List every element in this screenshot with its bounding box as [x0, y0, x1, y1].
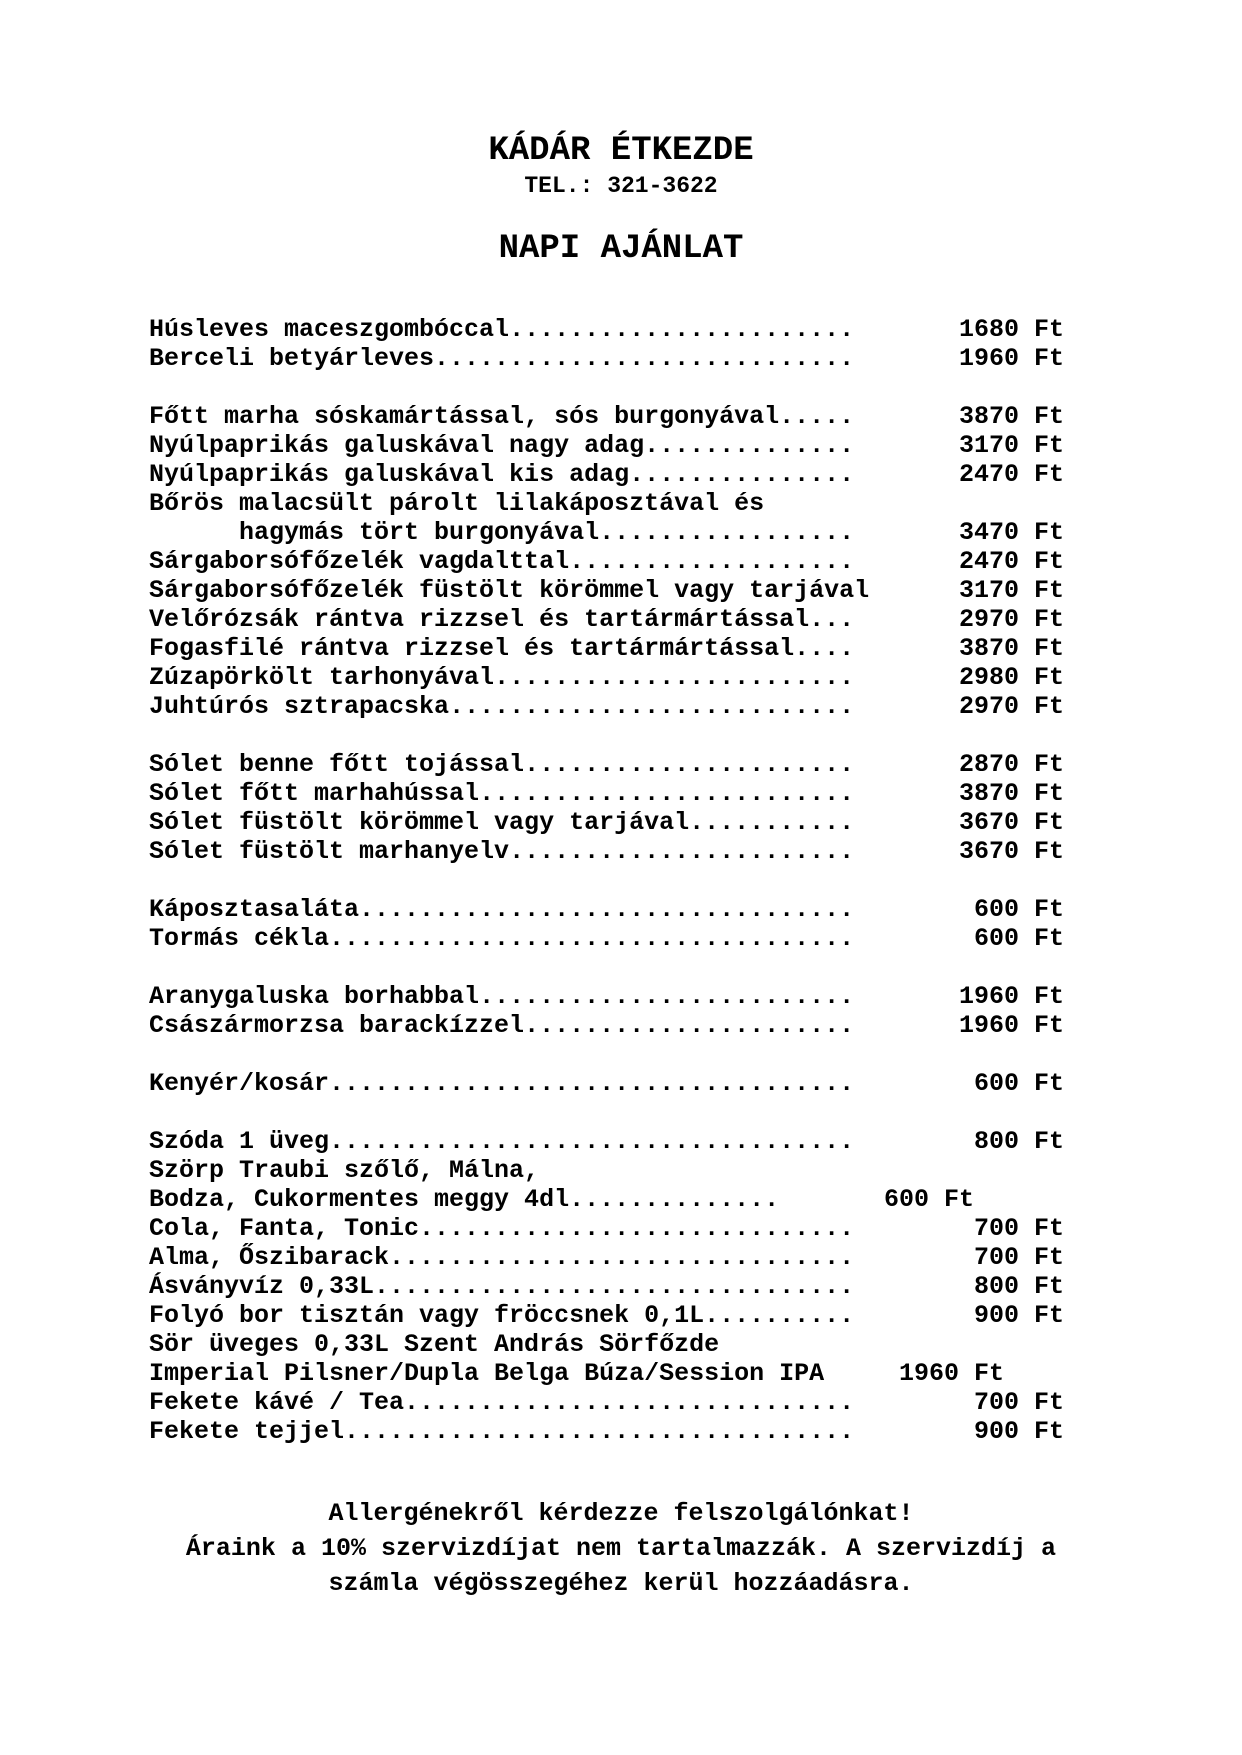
menu-item-name: Nyúlpaprikás galuskával kis adag	[149, 460, 630, 489]
menu-section	[149, 895, 1064, 953]
menu-item-name: Folyó bor tisztán vagy fröccsnek 0,1L	[149, 1301, 705, 1330]
dotted-leader: ......................	[524, 1011, 855, 1040]
menu-item-name: Fekete kávé / Tea	[149, 1388, 405, 1417]
menu-item-price: 3170 Ft	[958, 576, 1064, 605]
menu-item-price: 2970 Ft	[958, 692, 1064, 721]
menu-item-price: 700 Ft	[973, 1214, 1064, 1243]
menu-item-row	[149, 982, 1064, 1011]
dotted-leader: ............................	[434, 344, 855, 373]
menu-item-row	[149, 692, 1064, 721]
menu-item-price: 1680 Ft	[958, 315, 1064, 344]
menu-item-name: Szóda 1 üveg	[149, 1127, 330, 1156]
menu-section	[149, 750, 1064, 866]
dotted-leader: .............................	[419, 1214, 855, 1243]
menu-item-row	[149, 808, 1064, 837]
menu-item-name: Sör üveges 0,33L Szent András Sörfőzde	[149, 1330, 720, 1359]
menu-item-name: Bodza, Cukormentes meggy 4dl	[149, 1185, 570, 1214]
dotted-leader: .................	[599, 518, 855, 547]
menu-item-row	[149, 1011, 1064, 1040]
menu-item-name: Ásványvíz 0,33L	[149, 1272, 375, 1301]
menu-item-row	[149, 547, 1064, 576]
menu-item-name: Húsleves maceszgombóccal	[149, 315, 510, 344]
dotted-leader: ...................................	[329, 924, 855, 953]
menu-item-price: 1960 Ft	[958, 344, 1064, 373]
menu-section	[149, 315, 1064, 373]
menu-item-name: Bőrös malacsült párolt lilakáposztával és	[149, 489, 765, 518]
menu-item-name: Fogasfilé rántva rizzsel és tartármártással	[149, 634, 795, 663]
menu-item-price: 2980 Ft	[958, 663, 1064, 692]
menu-item-name: Zúzapörkölt tarhonyával	[149, 663, 495, 692]
menu-item-row	[149, 460, 1064, 489]
menu-item-row	[149, 1301, 1064, 1330]
dotted-leader: .........................	[479, 779, 855, 808]
menu-item-row	[149, 634, 1064, 663]
footer-line-service-charge: Áraink a 10% szervizdíjat nem tartalmazzák. A szervizdíj a	[185, 1534, 1057, 1563]
menu-item-row	[149, 663, 1064, 692]
menu-item-row	[149, 1156, 1064, 1185]
menu-item-price: 600 Ft	[973, 895, 1064, 924]
menu-item-name: Alma, Őszibarack	[149, 1243, 390, 1272]
menu-item-row	[149, 1359, 1064, 1388]
menu-item-row	[149, 1417, 1064, 1446]
dotted-leader: ......................	[524, 750, 855, 779]
dotted-leader: ...................................	[329, 1127, 855, 1156]
menu-item-row	[149, 431, 1064, 460]
menu-item-price: 3170 Ft	[958, 431, 1064, 460]
menu-item-row	[149, 1272, 1064, 1301]
menu-item-price: 700 Ft	[973, 1243, 1064, 1272]
menu-item-row	[149, 344, 1064, 373]
menu-item-price: 2470 Ft	[958, 460, 1064, 489]
menu-item-name: Imperial Pilsner/Dupla Belga Búza/Session IPA	[149, 1359, 825, 1388]
menu-section	[149, 982, 1064, 1040]
menu-item-row	[149, 1185, 1064, 1214]
menu-item-price: 600 Ft	[973, 924, 1064, 953]
menu-item-row	[149, 1243, 1064, 1272]
menu-item-name: Főtt marha sóskamártással, sós burgonyával	[149, 402, 780, 431]
menu-item-name: Nyúlpaprikás galuskával nagy adag	[149, 431, 645, 460]
menu-item-row	[149, 1127, 1064, 1156]
menu-item-name: Sárgaborsófőzelék vagdalttal	[149, 547, 570, 576]
dotted-leader: ..............	[644, 431, 855, 460]
daily-menu-title: NAPI AJÁNLAT	[498, 230, 744, 268]
dotted-leader: ...................................	[329, 1069, 855, 1098]
menu-item-price: 3670 Ft	[958, 808, 1064, 837]
menu-item-price: 2470 Ft	[958, 547, 1064, 576]
menu-item-price: 900 Ft	[973, 1301, 1064, 1330]
dotted-leader: .....	[779, 402, 855, 431]
menu-item-price: 700 Ft	[973, 1388, 1064, 1417]
dotted-leader: ...................	[569, 547, 855, 576]
phone-number: TEL.: 321-3622	[524, 173, 718, 199]
menu-item-row	[149, 895, 1064, 924]
menu-item-row	[149, 315, 1064, 344]
menu-item-row	[149, 518, 1064, 547]
menu-section	[149, 1069, 1064, 1098]
footer-line-allergens: Allergénekről kérdezze felszolgálónkat!	[328, 1499, 914, 1528]
dotted-leader: ................................	[374, 1272, 855, 1301]
menu-item-row	[149, 489, 1064, 518]
menu-item-name: Berceli betyárleves	[149, 344, 435, 373]
restaurant-name: KÁDÁR ÉTKEZDE	[488, 132, 754, 170]
menu-section	[149, 402, 1064, 721]
menu-item-row	[149, 576, 1064, 605]
dotted-leader: ...........................	[449, 692, 855, 721]
menu-item-name: Sólet füstölt körömmel vagy tarjával	[149, 808, 690, 837]
menu-item-price: 3870 Ft	[958, 402, 1064, 431]
dotted-leader: ...........	[689, 808, 855, 837]
menu-item-name: Aranygaluska borhabbal	[149, 982, 480, 1011]
menu-item-price: 3870 Ft	[958, 779, 1064, 808]
menu-item-name: Szörp Traubi szőlő, Málna,	[149, 1156, 540, 1185]
menu-item-row	[149, 924, 1064, 953]
menu-footer	[0, 1496, 1242, 1601]
menu-item-price: 600 Ft	[883, 1185, 974, 1214]
dotted-leader: ...	[809, 605, 855, 634]
dotted-leader: ..........	[704, 1301, 855, 1330]
menu-item-row	[149, 605, 1064, 634]
menu-item-row	[149, 1214, 1064, 1243]
menu-item-row	[149, 402, 1064, 431]
menu-item-name: Császármorzsa barackízzel	[149, 1011, 525, 1040]
menu-item-name: Juhtúrós sztrapacska	[149, 692, 450, 721]
dotted-leader: ..............................	[404, 1388, 855, 1417]
menu-item-price: 3470 Ft	[958, 518, 1064, 547]
menu-item-price: 1960 Ft	[958, 982, 1064, 1011]
menu-item-name: Sólet főtt marhahússal	[149, 779, 480, 808]
dotted-leader: ...............................	[389, 1243, 855, 1272]
menu-item-row	[149, 750, 1064, 779]
dotted-leader: .................................	[359, 895, 855, 924]
menu-item-name: Sárgaborsófőzelék füstölt körömmel vagy tarjával	[149, 576, 870, 605]
menu-item-name: Tormás cékla	[149, 924, 330, 953]
menu-section	[149, 1127, 1064, 1446]
dotted-leader: .......................	[509, 837, 855, 866]
dotted-leader: .........................	[479, 982, 855, 1011]
dotted-leader: ..............	[569, 1185, 780, 1214]
menu-item-row	[149, 1330, 1064, 1359]
menu-item-name: Kenyér/kosár	[149, 1069, 330, 1098]
dotted-leader: ...............	[629, 460, 855, 489]
menu-item-price: 2870 Ft	[958, 750, 1064, 779]
menu-item-name: Sólet füstölt marhanyelv	[149, 837, 510, 866]
menu-item-row	[149, 1388, 1064, 1417]
dotted-leader: ..................................	[344, 1417, 855, 1446]
menu-header	[0, 0, 1242, 269]
menu-item-price: 800 Ft	[973, 1127, 1064, 1156]
menu-item-row	[149, 779, 1064, 808]
menu-item-price: 1960 Ft	[898, 1359, 1004, 1388]
dotted-leader: .......................	[509, 315, 855, 344]
menu-item-price: 800 Ft	[973, 1272, 1064, 1301]
menu-item-price: 600 Ft	[973, 1069, 1064, 1098]
menu-item-price: 3870 Ft	[958, 634, 1064, 663]
menu-item-name: hagymás tört burgonyával	[149, 518, 600, 547]
dotted-leader: ....	[794, 634, 855, 663]
menu-item-name: Velőrózsák rántva rizzsel és tartármártással	[149, 605, 810, 634]
menu-item-price: 1960 Ft	[958, 1011, 1064, 1040]
menu-item-price: 900 Ft	[973, 1417, 1064, 1446]
menu-item-row	[149, 1069, 1064, 1098]
menu-item-name: Káposztasaláta	[149, 895, 360, 924]
menu-item-name: Fekete tejjel	[149, 1417, 345, 1446]
menu-item-price: 2970 Ft	[958, 605, 1064, 634]
menu-item-name: Cola, Fanta, Tonic	[149, 1214, 420, 1243]
dotted-leader: ........................	[494, 663, 855, 692]
footer-line-service-charge-2: számla végösszegéhez kerül hozzáadásra.	[328, 1569, 914, 1598]
menu-item-name: Sólet benne főtt tojással	[149, 750, 525, 779]
menu-item-price: 3670 Ft	[958, 837, 1064, 866]
menu-item-row	[149, 837, 1064, 866]
menu-item-list	[149, 315, 1064, 1446]
